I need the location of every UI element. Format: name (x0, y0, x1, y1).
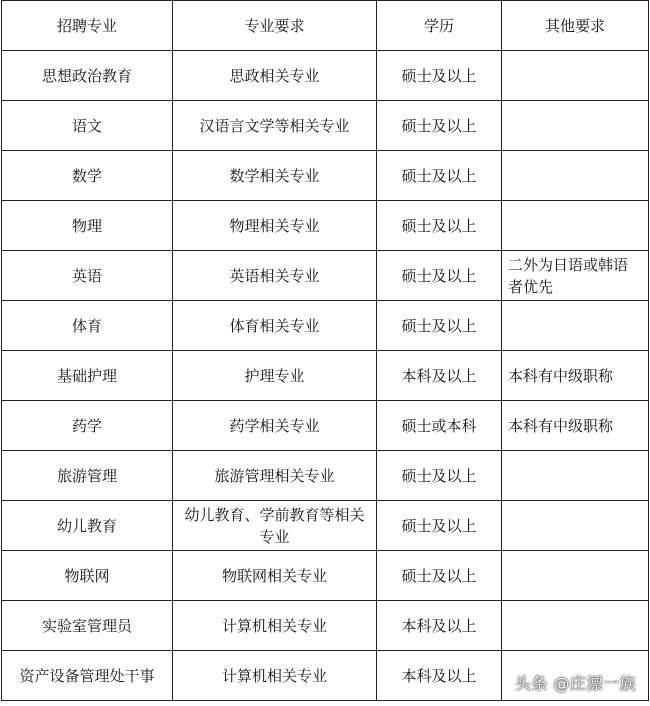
table-header-row (2, 1, 649, 51)
cell-major: 资产设备管理处干事 (2, 651, 173, 701)
cell-major-requirement: 药学相关专业 (173, 401, 377, 451)
table-row (2, 251, 649, 301)
recruitment-table (1, 0, 649, 701)
cell-major: 旅游管理 (2, 451, 173, 501)
cell-major-requirement: 体育相关专业 (173, 301, 377, 351)
table-row (2, 551, 649, 601)
table-row (2, 501, 649, 551)
cell-major-requirement: 计算机相关专业 (173, 651, 377, 701)
cell-other-requirement (502, 201, 649, 251)
cell-major-requirement: 物理相关专业 (173, 201, 377, 251)
table-row (2, 651, 649, 701)
cell-education: 硕士及以上 (377, 51, 502, 101)
table-body (2, 51, 649, 701)
cell-major-requirement: 英语相关专业 (173, 251, 377, 301)
cell-education: 硕士或本科 (377, 401, 502, 451)
header-major-requirement: 专业要求 (173, 1, 377, 51)
table-row (2, 201, 649, 251)
cell-education: 本科及以上 (377, 601, 502, 651)
table-row (2, 151, 649, 201)
cell-other-requirement (502, 101, 649, 151)
cell-major: 物理 (2, 201, 173, 251)
cell-major: 体育 (2, 301, 173, 351)
table-row (2, 351, 649, 401)
cell-major-requirement: 护理专业 (173, 351, 377, 401)
cell-other-requirement (502, 501, 649, 551)
cell-major: 基础护理 (2, 351, 173, 401)
cell-major: 思想政治教育 (2, 51, 173, 101)
cell-other-requirement (502, 51, 649, 101)
cell-other-requirement (502, 301, 649, 351)
cell-education: 硕士及以上 (377, 101, 502, 151)
cell-education: 本科及以上 (377, 351, 502, 401)
cell-education: 硕士及以上 (377, 251, 502, 301)
cell-other-requirement (502, 451, 649, 501)
header-education: 学历 (377, 1, 502, 51)
cell-major-requirement: 计算机相关专业 (173, 601, 377, 651)
header-other-requirement: 其他要求 (502, 1, 649, 51)
table-row (2, 101, 649, 151)
cell-major-requirement: 汉语言文学等相关专业 (173, 101, 377, 151)
table-row (2, 401, 649, 451)
cell-other-requirement: 本科有中级职称 (502, 401, 649, 451)
cell-other-requirement (502, 601, 649, 651)
cell-major: 英语 (2, 251, 173, 301)
cell-major: 药学 (2, 401, 173, 451)
cell-education: 硕士及以上 (377, 201, 502, 251)
cell-other-requirement (502, 151, 649, 201)
cell-education: 硕士及以上 (377, 151, 502, 201)
cell-other-requirement: 二外为日语或韩语者优先 (502, 251, 649, 301)
table-row (2, 601, 649, 651)
table-row (2, 451, 649, 501)
header-major: 招聘专业 (2, 1, 173, 51)
cell-education: 硕士及以上 (377, 301, 502, 351)
cell-other-requirement (502, 651, 649, 701)
cell-education: 本科及以上 (377, 651, 502, 701)
cell-education: 硕士及以上 (377, 551, 502, 601)
table-row (2, 301, 649, 351)
cell-education: 硕士及以上 (377, 451, 502, 501)
table-row (2, 51, 649, 101)
cell-major-requirement: 思政相关专业 (173, 51, 377, 101)
cell-major: 幼儿教育 (2, 501, 173, 551)
cell-major-requirement: 幼儿教育、学前教育等相关专业 (173, 501, 377, 551)
cell-other-requirement: 本科有中级职称 (502, 351, 649, 401)
cell-major: 实验室管理员 (2, 601, 173, 651)
cell-other-requirement (502, 551, 649, 601)
cell-education: 硕士及以上 (377, 501, 502, 551)
cell-major: 物联网 (2, 551, 173, 601)
cell-major: 数学 (2, 151, 173, 201)
cell-major: 语文 (2, 101, 173, 151)
cell-major-requirement: 旅游管理相关专业 (173, 451, 377, 501)
cell-major-requirement: 物联网相关专业 (173, 551, 377, 601)
cell-major-requirement: 数学相关专业 (173, 151, 377, 201)
watermark: 头条 @庄漂一族 (514, 674, 636, 693)
